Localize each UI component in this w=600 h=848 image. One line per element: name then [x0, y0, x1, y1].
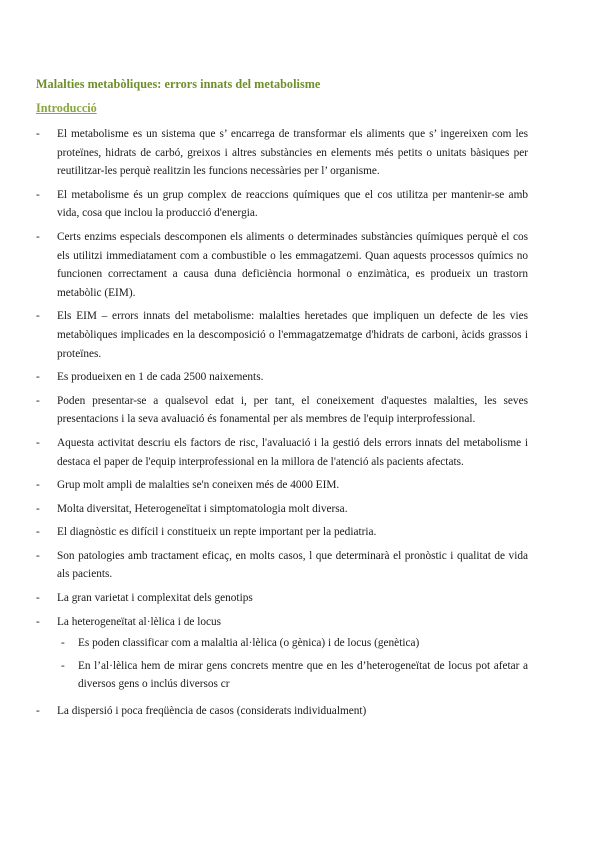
bullet-dash: - — [36, 705, 40, 718]
list-item-text: El diagnòstic es difícil i constitueix un repte important per la pediatria. — [57, 526, 377, 539]
bullet-dash: - — [36, 230, 40, 243]
list-item — [36, 368, 528, 387]
list-item-text: La heterogeneïtat al·lèlica i de locus — [57, 615, 222, 628]
list-item-text: Aquesta activitat descriu els factors de risc, l'avaluació i la gestió dels errors innats del metabolisme i destaca el paper de l'equip interprofessional en la millora de l'atenció als pacients afectats. — [57, 436, 528, 468]
bullet-dash: - — [36, 549, 40, 562]
list-item — [36, 125, 528, 181]
list-item-text: Certs enzims especials descomponen els aliments o determinades substàncies químiques perquè el cos els utilitzi immediatament com a combustible o les emmagatzemi. Quan aquests processos químics no funcionen correctament a causa duna deficiència hormonal o enzimàtica, es produeix un trastorn metabòlic (EIM). — [57, 230, 528, 299]
list-item — [36, 523, 528, 542]
nested-list-item — [57, 657, 528, 694]
list-item — [36, 547, 528, 584]
bullet-dash: - — [61, 637, 65, 650]
list-item — [36, 392, 528, 429]
nested-list-item-text: Es poden classificar com a malaltia al·lèlica (o gènica) i de locus (genètica) — [78, 637, 420, 650]
list-item-text: El metabolisme és un grup complex de reaccions químiques que el cos utilitza per mantenir-se amb vida, cosa que inclou la producció d'energia. — [57, 188, 528, 220]
list-item — [36, 434, 528, 471]
bullet-dash: - — [36, 394, 40, 407]
list-item — [36, 613, 528, 694]
list-item-text: Grup molt ampli de malalties se'n coneixen més de 4000 EIM. — [57, 479, 340, 492]
list-item — [36, 476, 528, 495]
nested-list-item — [57, 634, 528, 653]
list-item-text: Es produeixen en 1 de cada 2500 naixements. — [57, 371, 264, 384]
list-item-text: Son patologies amb tractament eficaç, en molts casos, l que determinarà el pronòstic i qualitat de vida als pacients. — [57, 549, 528, 581]
list-item-text: Els EIM – errors innats del metabolisme: malalties heretades que impliquen un defecte de les vies metabòliques implicades en la descomposició o l'emmagatzematge d'hidrats de carboni, àcids grassos i proteïnes. — [57, 310, 528, 360]
bullet-dash: - — [36, 502, 40, 515]
bullet-dash: - — [36, 371, 40, 384]
bullet-dash: - — [36, 188, 40, 201]
list-item-text: Poden presentar-se a qualsevol edat i, per tant, el coneixement d'aquestes malalties, les seves presentacions i la seva avaluació és fonamental per als membres de l'equip interprofessional. — [57, 394, 528, 426]
list-item — [36, 307, 528, 363]
section-heading: Introducció — [36, 101, 97, 115]
bullet-dash: - — [36, 592, 40, 605]
bullet-dash: - — [36, 526, 40, 539]
bullet-dash: - — [36, 310, 40, 323]
bullet-dash: - — [61, 659, 65, 672]
list-item-text: La dispersió i poca freqüència de casos (considerats individualment) — [57, 705, 367, 718]
bullet-dash: - — [36, 436, 40, 449]
bullet-dash: - — [36, 128, 40, 140]
list-item — [36, 702, 528, 721]
nested-list — [57, 634, 528, 694]
list-item-text: Molta diversitat, Heterogeneïtat i simptomatologia molt diversa. — [57, 502, 348, 515]
bullet-list — [36, 125, 528, 726]
document-title: Malalties metabòliques: errors innats del metabolisme — [36, 77, 321, 91]
list-item — [36, 186, 528, 223]
nested-list-item-text: En l’al·lèlica hem de mirar gens concrets mentre que en les d’heterogeneïtat de locus pot afetar a diversos gens o inclús diversos cr — [78, 659, 528, 691]
list-item-text: La gran varietat i complexitat dels genotips — [57, 592, 253, 605]
list-item — [36, 589, 528, 608]
list-item — [36, 500, 528, 519]
list-item — [36, 228, 528, 302]
bullet-dash: - — [36, 479, 40, 492]
bullet-dash: - — [36, 615, 40, 628]
list-item-text: El metabolisme es un sistema que s’ encarrega de transformar els aliments que s’ ingereixen com les proteïnes, hidrats de carbó, greixos i altres substàncies en elements més petits o unitats bàsiques per reutilitzar-les perquè realitzin les funcions necessàries per l’ organisme. — [57, 128, 528, 178]
